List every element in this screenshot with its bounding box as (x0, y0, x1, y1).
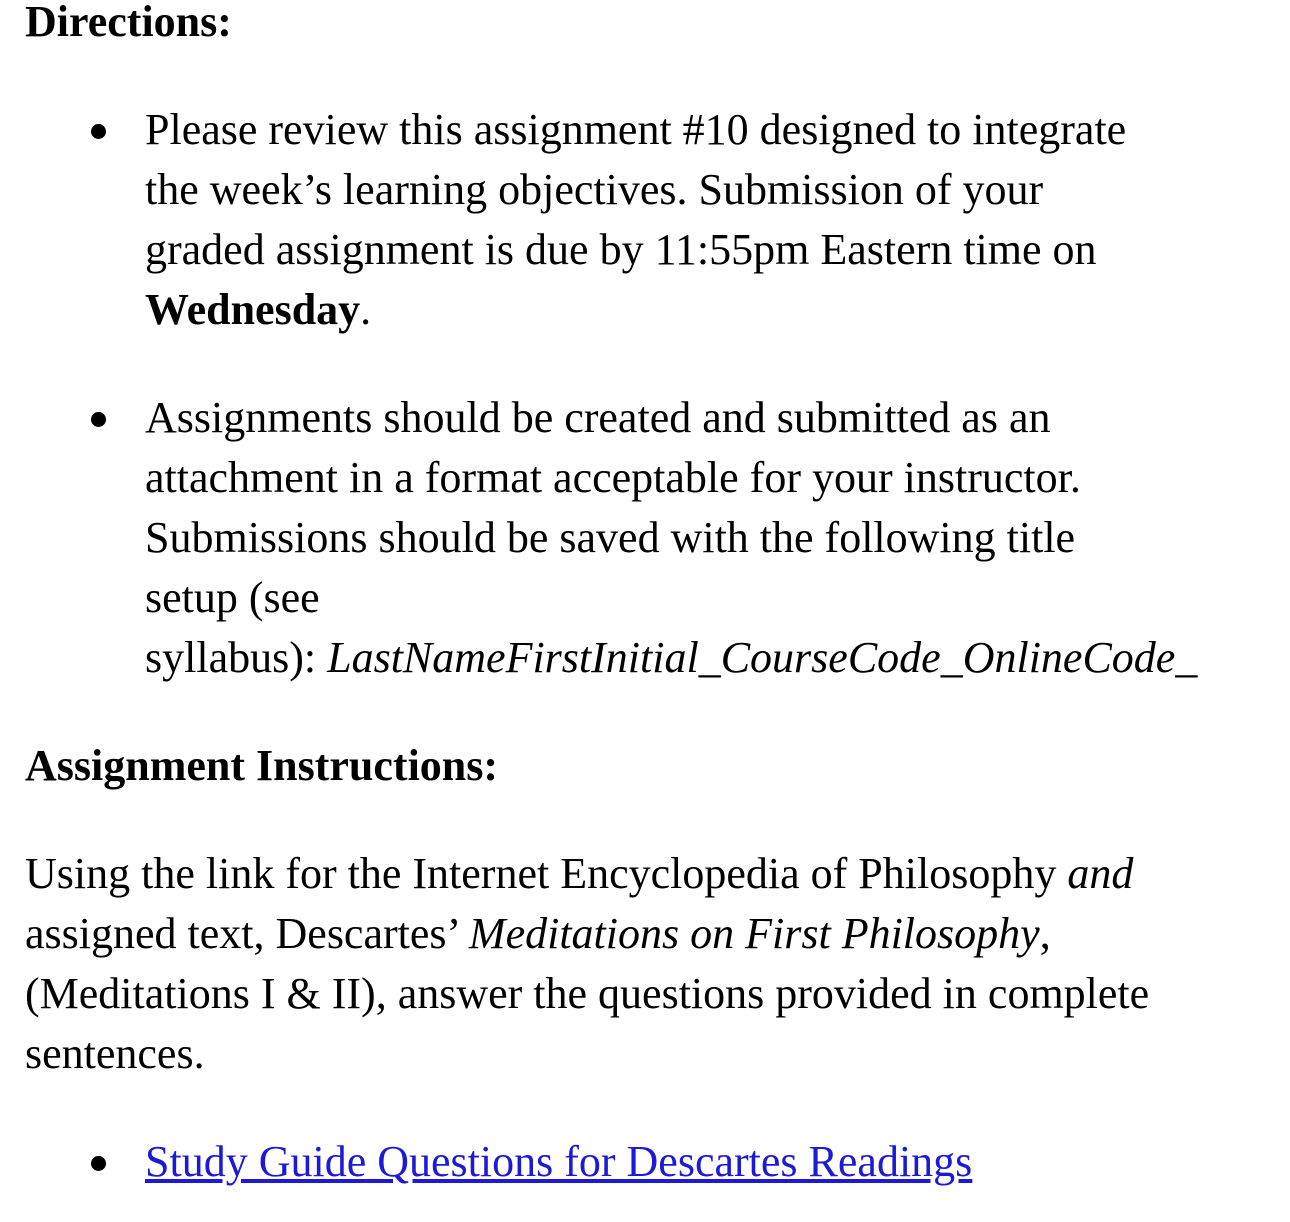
links-list (25, 1132, 972, 1192)
list-item (145, 1132, 972, 1192)
instructions-heading: Assignment Instructions: (25, 741, 499, 790)
instructions-paragraph: Using the link for the Internet Encyclopedia of Philosophy and assigned text, Descartes’ Meditations on First Philosophy, (Meditations I & II), answer the questions provided in complete sentences. (25, 849, 1150, 1078)
directions-list (25, 100, 1197, 688)
directions-heading: Directions: (25, 0, 232, 46)
list-item: Please review this assignment #10 designed to integrate the week’s learning objectives. Submission of your graded assignment is due by 11:55pm Eastern time on Wednesday. (145, 100, 1197, 340)
study-guide-link[interactable]: Study Guide Questions for Descartes Readings (145, 1137, 973, 1186)
list-item: Assignments should be created and submitted as an attachment in a format acceptable for your instructor. Submissions should be saved with the following title setup (see syllabus): LastNameFirstInitial_CourseCode_OnlineCode_ (145, 388, 1197, 688)
